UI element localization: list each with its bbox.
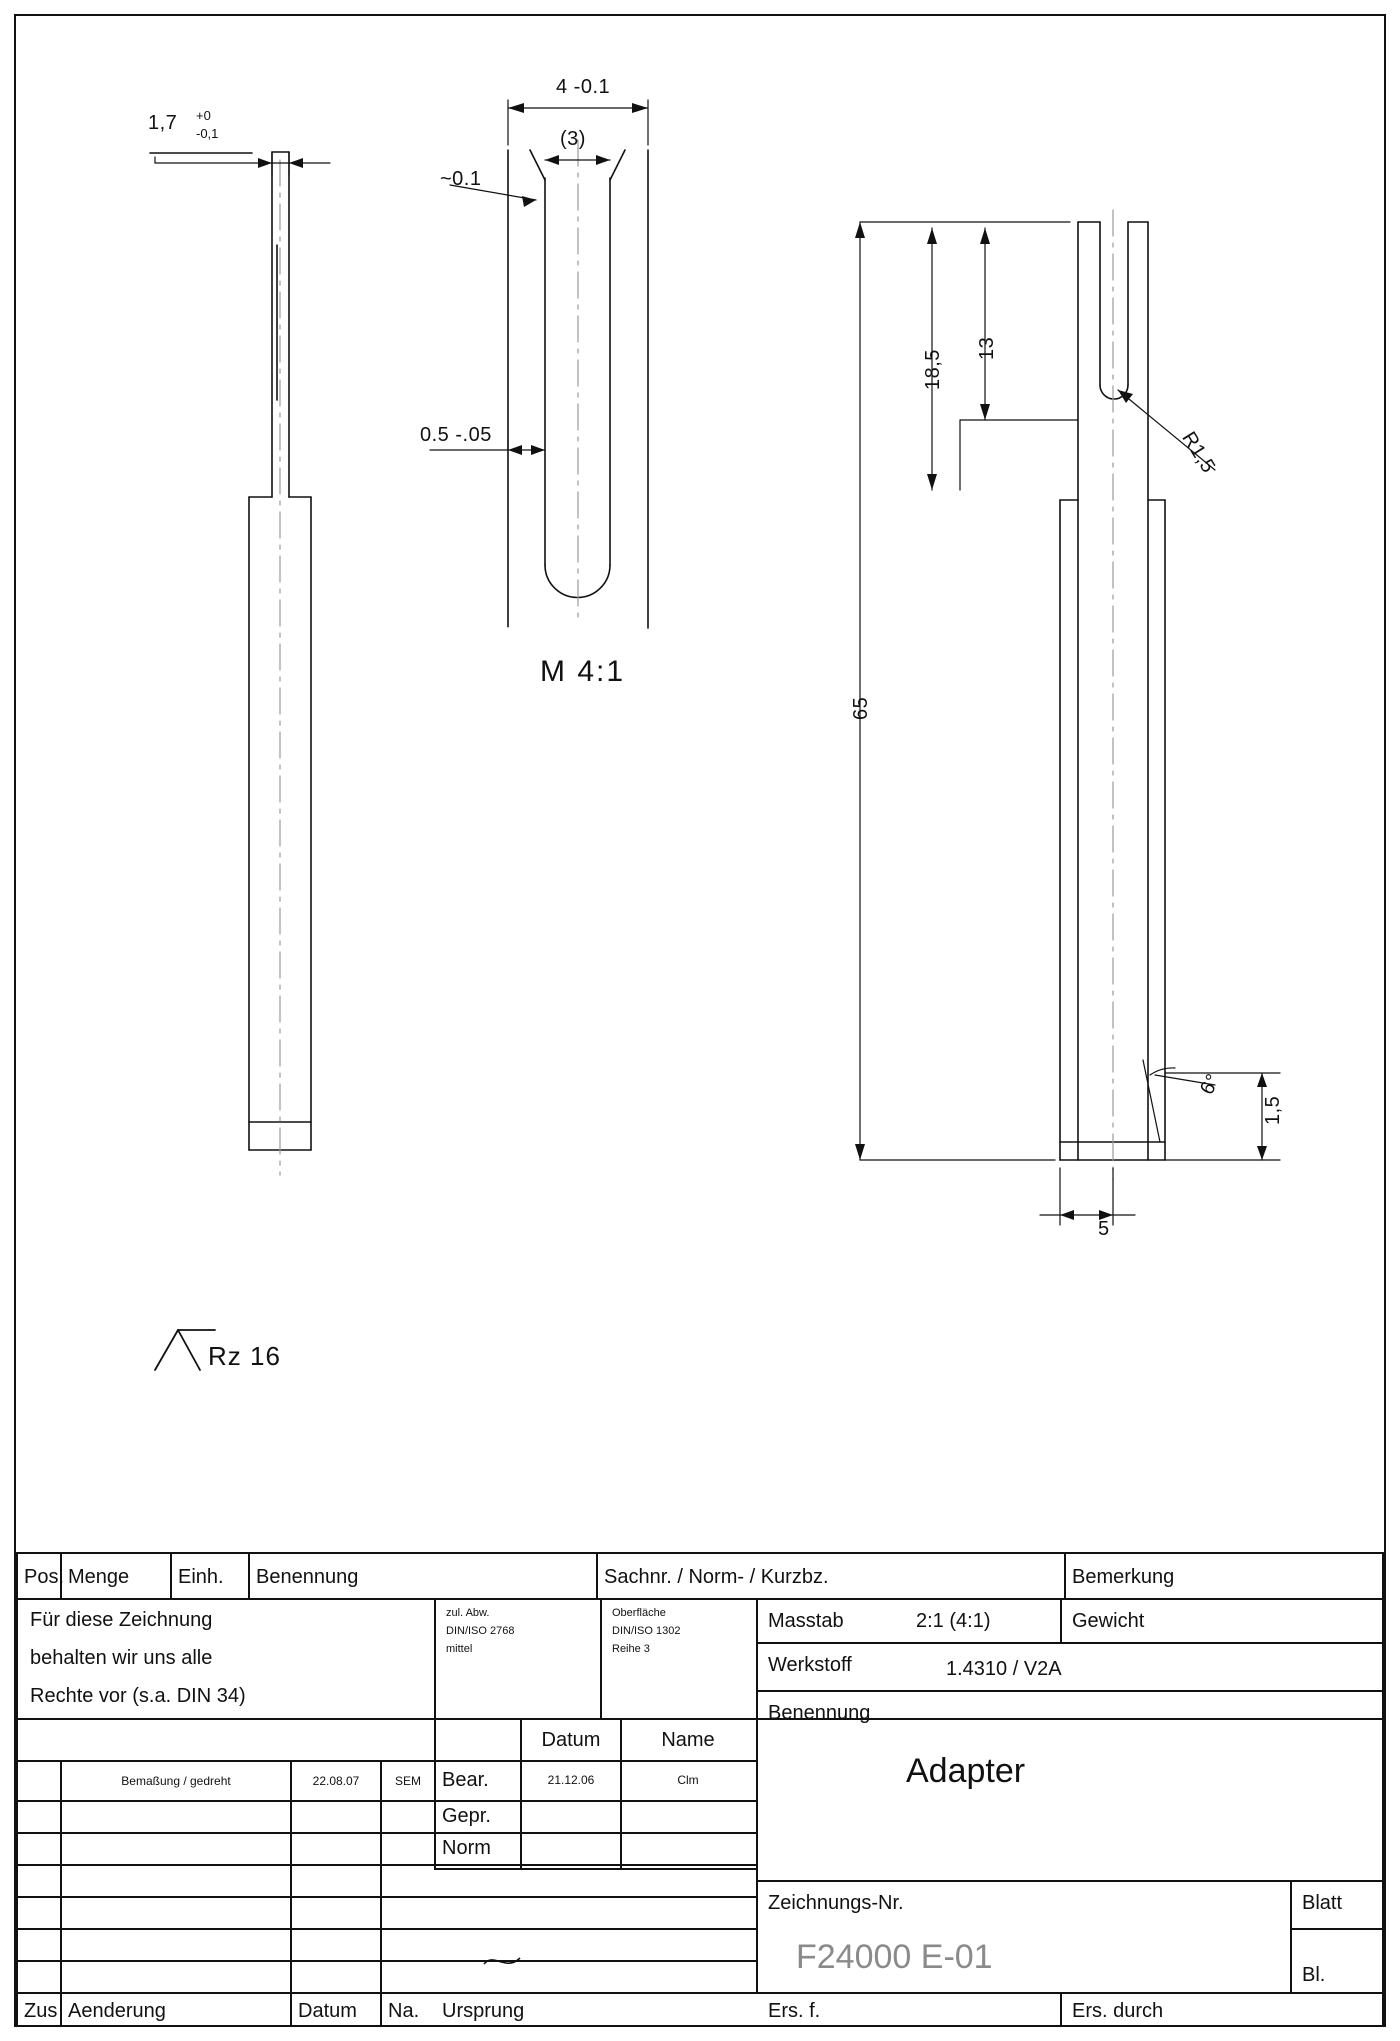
rights-note-line1: Für diese Zeichnung [30,1608,213,1631]
detail-scale-label: M 4:1 [540,655,626,688]
tb-vline-rev-pos [60,1760,62,2027]
tb-vline-right [756,1598,758,1992]
rev-head-datum: Datum [541,1728,601,1751]
dim-05-label: 0.5 -.05 [420,424,492,446]
weight-label: Gewicht [1072,1609,1145,1632]
footer-datum: Datum [298,1999,357,2022]
dim-1-7-tol-bot: -0,1 [196,126,219,141]
sig-name-norm [622,1832,754,1864]
part-name-value: Adapter [906,1751,1026,1790]
sig-role-gepr: Gepr. [442,1804,491,1827]
dim-chamfer-label: 6° [1196,1070,1225,1099]
th-sachnr: Sachnr. / Norm- / Kurzbz. [604,1565,829,1588]
dim-4-label: 4 -0.1 [556,76,611,98]
tb-rule-rev-4 [16,1896,756,1898]
footer-zus: Zus [24,1999,58,2022]
dim-01-label: ~0.1 [440,168,482,190]
tb-vline-rev-na [380,1760,382,2027]
rev-row-change: Bemaßung / gedreht [121,1774,231,1788]
th-bemerkung: Bemerkung [1072,1565,1175,1588]
ursprung-mark [480,1946,560,1976]
footer-ers-f: Ers. f. [768,1999,821,2022]
sheet-label: Blatt [1302,1891,1343,1914]
footer-ers-durch: Ers. durch [1072,1999,1164,2022]
dim-1-5-label: 1,5 [1262,1095,1284,1125]
tb-rule-footer [16,1992,1384,1994]
footer-na: Na. [388,1999,420,2022]
dim-13-label: 13 [976,336,998,360]
scale-label: Masstab [768,1609,844,1632]
rights-note-line3: Rechte vor (s.a. DIN 34) [30,1684,246,1707]
tb-vline-tol [434,1598,436,1718]
tb-vline-blatt [1290,1880,1292,1992]
sig-datum-bear: 21.12.06 [547,1773,595,1787]
dim-1-7-tol-top: +0 [196,108,211,123]
sig-datum-gepr [522,1800,620,1832]
tolerance-standard: DIN/ISO 2768 [446,1625,515,1637]
sig-role-bear: Bear. [442,1768,489,1791]
surface-label: Oberfläche [612,1607,666,1619]
material-value: 1.4310 / V2A [946,1657,1062,1680]
surface-standard: DIN/ISO 1302 [612,1625,681,1637]
part-name-label: Benennung [768,1701,871,1724]
rev-head-name: Name [661,1728,715,1751]
th-einh: Einh. [178,1565,224,1588]
tb-vline-rev-datum [290,1760,292,2027]
surface-finish-label: Rz 16 [208,1341,281,1371]
footer-ursprung: Ursprung [442,1999,525,2022]
th-menge: Menge [68,1565,130,1588]
tb-rule-sig-bottom [434,1868,756,1870]
dim-3-ref-label: (3) [560,128,586,150]
rev-row-datum: 22.08.07 [312,1774,360,1788]
drawing-number-label: Zeichnungs-Nr. [768,1891,904,1914]
tb-rule-1 [16,1598,1384,1600]
tolerance-label: zul. Abw. [446,1607,490,1619]
th-benennung: Benennung [256,1565,359,1588]
dim-5-label: 5 [1098,1218,1110,1240]
drawing-number-value: F24000 E-01 [796,1937,993,1976]
tb-rule-rev-6 [16,1960,756,1962]
th-pos: Pos. [24,1565,65,1588]
sig-role-norm: Norm [442,1836,491,1859]
sig-name-gepr [622,1800,754,1832]
dim-65-label: 65 [850,696,872,720]
sig-name-bear: Clm [677,1773,699,1787]
tb-rule-rev-5 [16,1928,756,1930]
tb-vline-surf [600,1598,602,1718]
tb-rule-rev-3 [16,1864,756,1866]
footer-aenderung: Aenderung [68,1999,166,2022]
rev-head-empty [436,1722,520,1758]
rev-row-na: SEM [394,1774,421,1788]
tb-vline-weight [1060,1598,1062,1642]
tb-rule-scale [756,1642,1384,1644]
sig-datum-norm [522,1832,620,1864]
surface-class: Reihe 3 [612,1643,650,1655]
scale-value: 2:1 (4:1) [916,1609,991,1632]
tb-rule-2 [16,1718,1384,1720]
rights-note-line2: behalten wir uns alle [30,1646,213,1669]
sheet-sub-label: Bl. [1302,1963,1326,1986]
dim-r15-label: R1,5 [1177,428,1220,478]
tb-rule-blatt [1290,1928,1384,1930]
tb-vline-ers [1060,1992,1062,2027]
dim-18-5-label: 18,5 [922,349,944,390]
material-label: Werkstoff [768,1653,852,1676]
tb-rule-material [756,1690,1384,1692]
tolerance-class: mittel [446,1643,473,1655]
dim-1-7-value: 1,7 [148,112,178,134]
